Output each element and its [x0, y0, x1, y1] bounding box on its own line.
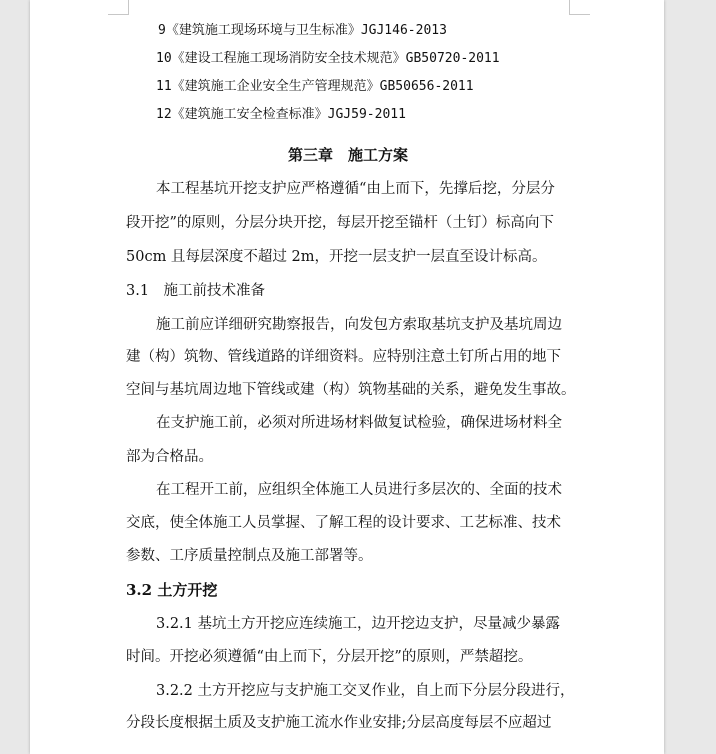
intro-line: 50cm 且每层深度不超过 2m，开挖一层支护一层直至设计标高。 [126, 249, 547, 265]
paragraph-line: 交底，使全体施工人员掌握、了解工程的设计要求、工艺标准、技术 [126, 515, 561, 531]
paragraph-line: 在支护施工前，必须对所进场材料做复试检验，确保进场材料全 [156, 415, 562, 431]
paragraph-line: 在工程开工前，应组织全体施工人员进行多层次的、全面的技术 [156, 482, 562, 498]
paragraph-line: 3.2.2 土方开挖应与支护施工交叉作业，自上而下分层分段进行， [156, 683, 575, 699]
section-heading-3-2: 3.2 土方开挖 [126, 581, 218, 599]
paragraph-line: 建（构）筑物、管线道路的详细资料。应特别注意土钉所占用的地下 [126, 349, 561, 365]
crop-mark-left [108, 0, 129, 15]
paragraph-line: 施工前应详细研究勘察报告，向发包方索取基坑支护及基坑周边 [156, 317, 562, 333]
crop-mark-right [569, 0, 590, 15]
standard-item: 11《建筑施工企业安全生产管理规范》GB50656-2011 [156, 79, 474, 94]
standard-item: 9《建筑施工现场环境与卫生标准》JGJ146-2013 [158, 23, 447, 38]
standard-item: 12《建筑施工安全检查标准》JGJ59-2011 [156, 107, 406, 122]
paragraph-line: 部为合格品。 [126, 449, 213, 465]
paragraph-line: 3.2.1 基坑土方开挖应连续施工，边开挖边支护，尽量减少暴露 [156, 616, 561, 632]
document-page [30, 0, 664, 754]
standard-item: 10《建设工程施工现场消防安全技术规范》GB50720-2011 [156, 51, 500, 66]
intro-line: 本工程基坑开挖支护应严格遵循“由上而下，先撑后挖，分层分 [156, 181, 555, 197]
chapter-title: 第三章 施工方案 [288, 146, 409, 164]
intro-line: 段开挖”的原则，分层分块开挖，每层开挖至锚杆（土钉）标高向下 [126, 215, 554, 231]
paragraph-line: 时间。开挖必须遵循“由上而下，分层开挖”的原则，严禁超挖。 [126, 649, 533, 665]
paragraph-line: 参数、工序质量控制点及施工部署等。 [126, 548, 373, 564]
paragraph-line: 空间与基坑周边地下管线或建（构）筑物基础的关系，避免发生事故。 [126, 382, 576, 398]
paragraph-line: 分段长度根据土质及支护施工流水作业安排;分层高度每层不应超过 [126, 715, 552, 731]
section-heading-3-1: 3.1 施工前技术准备 [126, 283, 266, 299]
